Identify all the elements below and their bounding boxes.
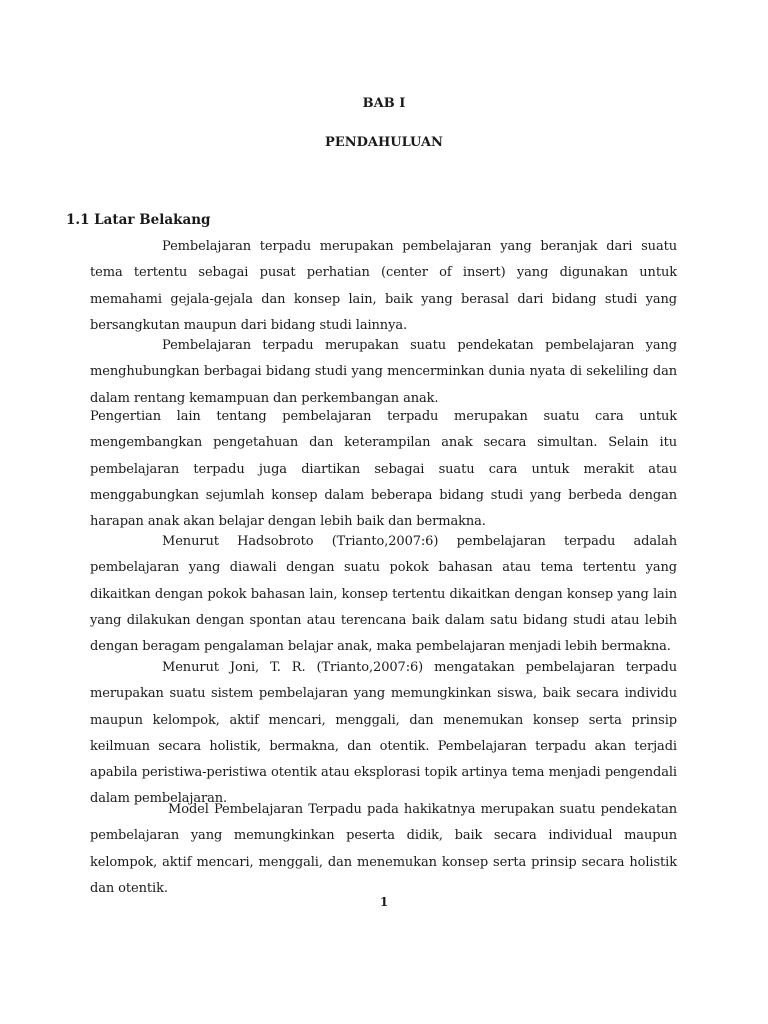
paragraph: Pembelajaran terpadu merupakan suatu pendekatan pembelajaran yang menghubungkan berbagai bidang studi yang mencerminkan dunia nyata di sekeliling dan dalam rentang kemampuan dan perkembangan anak.	[90, 338, 677, 406]
page-number: 1	[379, 895, 389, 909]
chapter-title: PENDAHULUAN	[325, 135, 443, 150]
paragraph: Menurut Joni, T. R. (Trianto,2007:6) mengatakan pembelajaran terpadu merupakan suatu sistem pembelajaran yang memungkinkan siswa, baik secara individu maupun kelompok, aktif mencari, menggali, dan menemukan konsep serta prinsip keilmuan secara holistik, bermakna, dan otentik. Pembelajaran terpadu akan terjadi apabila peristiwa-peristiwa otentik atau eksplorasi topik artinya tema menjadi pengendali dalam pembelajaran.	[90, 660, 677, 807]
chapter-number: BAB I	[362, 96, 406, 111]
paragraph: Pembelajaran terpadu merupakan pembelajaran yang beranjak dari suatu tema tertentu sebagai pusat perhatian (center of insert) yang digunakan untuk memahami gejala-gejala dan konsep lain, baik yang berasal dari bidang studi yang bersangkutan maupun dari bidang studi lainnya.	[90, 239, 677, 333]
section-title: 1.1 Latar Belakang	[66, 212, 211, 228]
paragraph: Pengertian lain tentang pembelajaran terpadu merupakan suatu cara untuk mengembangkan pengetahuan dan keterampilan anak secara simultan. Selain itu pembelajaran terpadu juga diartikan sebagai suatu cara untuk merakit atau menggabungkan sejumlah konsep dalam beberapa bidang studi yang berbeda dengan harapan anak akan belajar dengan lebih baik dan bermakna.	[90, 409, 677, 530]
paragraph: Menurut Hadsobroto (Trianto,2007:6) pembelajaran terpadu adalah pembelajaran yang diawali dengan suatu pokok bahasan atau tema tertentu yang dikaitkan dengan pokok bahasan lain, konsep tertentu dikaitkan dengan konsep yang lain yang dilakukan dengan spontan atau terencana baik dalam satu bidang studi atau lebih dengan beragam pengalaman belajar anak, maka pembelajaran menjadi lebih bermakna.	[90, 534, 677, 655]
paragraph: Model Pembelajaran Terpadu pada hakikatnya merupakan suatu pendekatan pembelajaran yang memungkinkan peserta didik, baik secara individual maupun kelompok, aktif mencari, menggali, dan menemukan konsep serta prinsip secara holistik dan otentik.	[90, 802, 677, 896]
